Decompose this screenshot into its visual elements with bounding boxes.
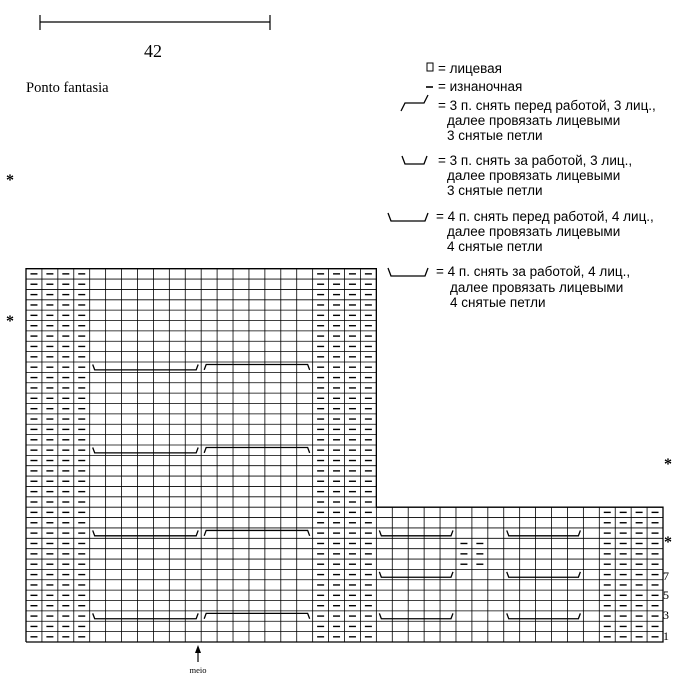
row-number-3: 3	[663, 608, 669, 622]
legend-item-cable-3-back	[402, 153, 632, 198]
cable-4-front-mark	[93, 613, 198, 618]
legend-cable-4-back-line-3: 4 снятые петли	[450, 295, 546, 310]
cable-4-back-mark	[204, 613, 309, 618]
legend-item-cable-4-back	[388, 264, 630, 310]
cable-4-front-mark	[93, 530, 198, 535]
repeat-marker-left-top: *	[6, 172, 14, 189]
legend	[388, 61, 656, 310]
legend-cable-4-front-line-2: далее провязать лицевыми	[447, 224, 621, 239]
legend-cable-4-front-line-1: = 4 п. снять перед работой, 4 лиц.,	[436, 209, 654, 224]
cable-3-front-mark	[507, 572, 581, 577]
chart-title: Ponto fantasia	[26, 80, 109, 96]
legend-cable-4-back-line-2: далее провязать лицевыми	[450, 280, 624, 295]
cable-4-back-icon	[388, 268, 428, 276]
cable-3-front-mark	[379, 572, 453, 577]
legend-item-cable-4-front	[388, 209, 654, 254]
cable-4-front-icon	[388, 213, 428, 221]
repeat-marker-right-top: *	[664, 456, 672, 473]
repeat-marker-left-middle: *	[6, 313, 14, 330]
cable-4-front-mark	[379, 613, 453, 618]
row-number-5: 5	[663, 588, 669, 602]
legend-cable-3-front-line-2: далее провязать лицевыми	[447, 113, 621, 128]
row-number-1: 1	[663, 629, 669, 643]
center-label: meio	[189, 665, 207, 675]
legend-cable-3-back-line-1: = 3 п. снять за работой, 3 лиц.,	[438, 153, 633, 168]
cable-3-front-mark	[93, 365, 198, 370]
legend-item-cable-3-front	[401, 95, 656, 143]
legend-knit-text: = лицевая	[438, 61, 502, 76]
cable-3-back-mark	[204, 447, 309, 452]
legend-purl-text: = изнаночная	[438, 79, 523, 94]
legend-cable-4-back-line-1: = 4 п. снять за работой, 4 лиц.,	[436, 264, 631, 279]
cable-4-front-mark	[379, 530, 453, 535]
legend-item-knit	[427, 61, 502, 76]
legend-cable-3-front-line-1: = 3 п. снять перед работой, 3 лиц.,	[438, 98, 656, 113]
scale-bar	[40, 15, 270, 30]
cable-4-front-mark	[507, 613, 581, 618]
legend-item-purl	[426, 79, 522, 94]
legend-cable-3-back-line-2: далее провязать лицевыми	[447, 168, 621, 183]
cable-4-back-mark	[204, 530, 309, 535]
row-number-7: 7	[663, 569, 669, 583]
legend-cable-4-front-line-3: 4 снятые петли	[447, 239, 543, 254]
legend-cable-3-front-line-3: 3 снятые петли	[447, 128, 543, 143]
cable-3-front-icon	[401, 95, 428, 111]
cable-3-back-mark	[204, 365, 309, 370]
scale-label: 42	[144, 41, 162, 61]
knit-symbol-icon	[427, 63, 433, 71]
repeat-marker-right-bottom: *	[664, 534, 672, 551]
cable-3-front-mark	[93, 447, 198, 452]
chart-grid	[26, 269, 663, 642]
center-arrow-icon	[195, 645, 201, 662]
legend-cable-3-back-line-3: 3 снятые петли	[447, 183, 543, 198]
cable-4-front-mark	[507, 530, 581, 535]
cable-3-back-icon	[402, 156, 427, 164]
